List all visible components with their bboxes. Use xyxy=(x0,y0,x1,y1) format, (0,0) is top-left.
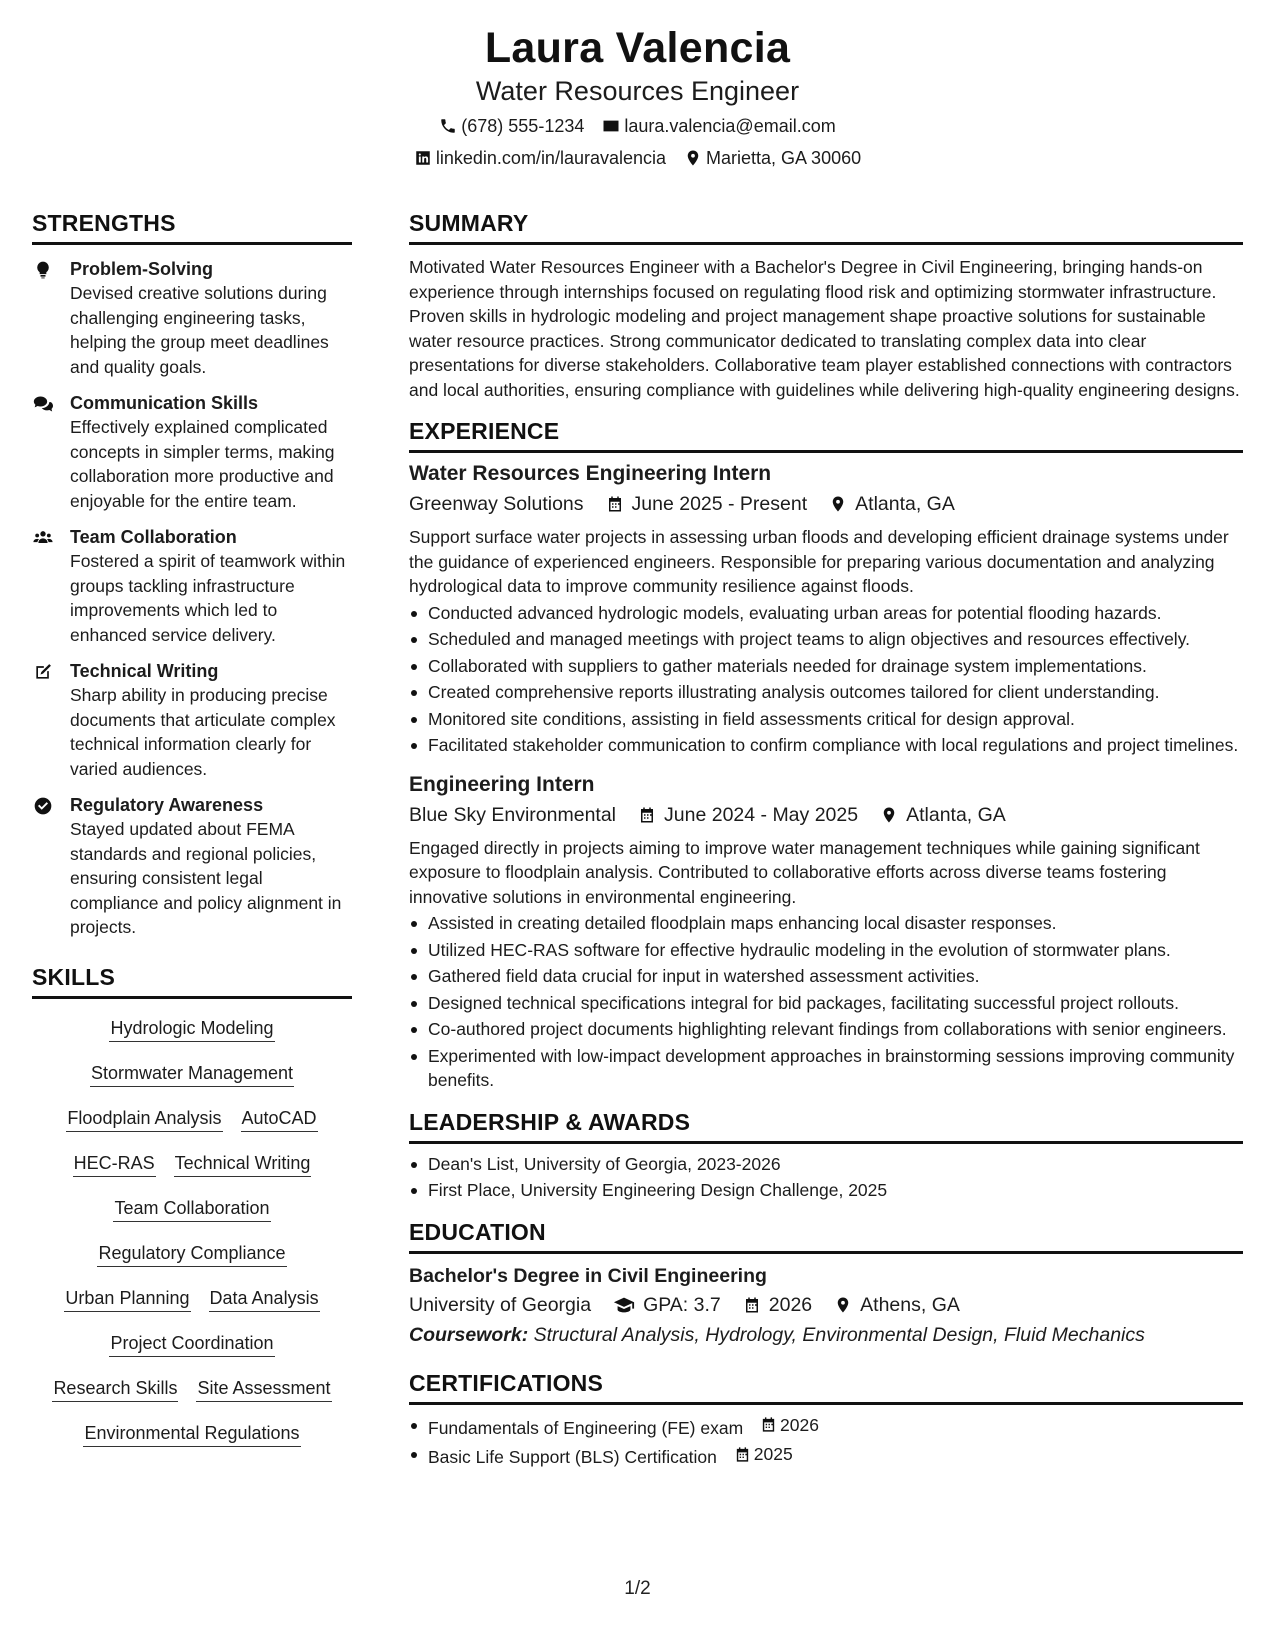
job-entry xyxy=(409,459,1243,758)
envelope-icon xyxy=(602,117,620,135)
certification-name: Basic Life Support (BLS) Certification xyxy=(428,1446,717,1467)
experience-heading: EXPERIENCE xyxy=(409,416,1243,453)
skill-tag: Floodplain Analysis xyxy=(66,1105,222,1132)
job-description: Engaged directly in projects aiming to improve water management techniques while gaining significant exposure to floodplain analysis. Contributed to collaborative efforts across diverse teams fostering innovative solutions in environmental engineering. xyxy=(409,837,1200,907)
certifications-heading: CERTIFICATIONS xyxy=(409,1368,1243,1405)
certification-year: 2026 xyxy=(780,1414,819,1435)
job-meta xyxy=(409,489,1243,519)
list-item: Assisted in creating detailed floodplain maps enhancing local disaster responses. xyxy=(409,911,1243,936)
linkedin-icon xyxy=(414,149,432,167)
phone-icon xyxy=(439,117,457,135)
strength-desc: Effectively explained complicated concepts in simpler terms, making collaboration more productive and enjoyable for the entire team. xyxy=(70,417,335,511)
contact-row-2 xyxy=(0,146,1275,170)
skill-tag: Project Coordination xyxy=(109,1330,274,1357)
list-item: First Place, University Engineering Design Challenge, 2025 xyxy=(409,1178,1243,1203)
skill-tag: Hydrologic Modeling xyxy=(109,1015,274,1042)
job-company: Blue Sky Environmental xyxy=(409,803,617,826)
candidate-name: Laura Valencia xyxy=(484,24,791,72)
job-title: Water Resources Engineering Intern xyxy=(409,462,772,485)
skill-tag: AutoCAD xyxy=(241,1105,318,1132)
left-column xyxy=(32,208,352,1465)
lightbulb-icon xyxy=(33,260,53,280)
education-meta xyxy=(409,1290,1243,1320)
list-item: Utilized HEC-RAS software for effective hydraulic modeling in the evolution of stormwater plans. xyxy=(409,938,1243,963)
school-name: University of Georgia xyxy=(409,1293,592,1316)
linkedin-url[interactable]: linkedin.com/in/lauravalencia xyxy=(435,148,667,168)
strength-desc: Stayed updated about FEMA standards and regional policies, ensuring consistent legal compliance and policy alignment in projects. xyxy=(70,819,342,937)
skill-tag: HEC-RAS xyxy=(73,1150,156,1177)
skill-tag: Data Analysis xyxy=(209,1285,320,1312)
graduation-year: 2026 xyxy=(768,1293,813,1316)
strength-desc: Devised creative solutions during challenging engineering tasks, helping the group meet deadlines and quality goals. xyxy=(70,283,329,377)
skill-tag: Team Collaboration xyxy=(113,1195,270,1222)
map-marker-icon xyxy=(834,1296,852,1314)
certification-year: 2025 xyxy=(753,1443,793,1464)
resume-header xyxy=(0,22,1275,170)
strength-title: Communication Skills xyxy=(70,393,259,413)
summary-heading: SUMMARY xyxy=(409,208,1243,245)
skill-tag: Urban Planning xyxy=(64,1285,190,1312)
skill-tag: Research Skills xyxy=(52,1375,178,1402)
skill-tag: Technical Writing xyxy=(174,1150,312,1177)
job-company: Greenway Solutions xyxy=(409,493,584,515)
edit-icon xyxy=(33,662,53,682)
gpa-text: GPA: 3.7 xyxy=(643,1293,721,1316)
list-item: Collaborated with suppliers to gather materials needed for drainage system implementations. xyxy=(409,654,1243,679)
strength-title: Regulatory Awareness xyxy=(70,795,264,815)
job-dates: June 2024 - May 2025 xyxy=(664,803,859,826)
strength-item xyxy=(32,391,352,513)
skills-heading: SKILLS xyxy=(32,962,352,999)
certification-name: Fundamentals of Engineering (FE) exam xyxy=(428,1417,744,1438)
coursework xyxy=(409,1320,1243,1350)
certifications-list xyxy=(409,1413,1243,1470)
calendar-icon xyxy=(760,1416,777,1433)
strength-item xyxy=(32,793,352,940)
check-circle-icon xyxy=(33,796,53,816)
skill-tag: Environmental Regulations xyxy=(83,1420,300,1447)
comments-icon xyxy=(33,394,53,414)
right-column xyxy=(409,208,1243,1471)
strength-desc: Sharp ability in producing precise documents that articulate complex technical information clearly for varied audiences. xyxy=(70,685,336,779)
list-item: Gathered field data crucial for input in watershed assessment activities. xyxy=(409,964,1243,989)
job-bullets xyxy=(409,911,1243,1093)
strength-title: Problem-Solving xyxy=(70,259,214,279)
school-location: Athens, GA xyxy=(860,1293,960,1316)
job-description: Support surface water projects in assessing urban floods and developing efficient drainage systems under the guidance of experienced engineers. Responsible for preparing various documentation and analyzing hydrological data to improve community resilience against floods. xyxy=(409,527,1229,596)
list-item: Co-authored project documents highlighting relevant findings from collaborations with senior engineers. xyxy=(409,1017,1243,1042)
list-item: Scheduled and managed meetings with project teams to align objectives and resources effectively. xyxy=(409,627,1243,652)
strength-title: Team Collaboration xyxy=(70,527,237,547)
map-marker-icon xyxy=(829,495,847,513)
coursework-list: Structural Analysis, Hydrology, Environmental Design, Fluid Mechanics xyxy=(533,1323,1145,1346)
job-title: Engineering Intern xyxy=(409,772,595,796)
leadership-heading: LEADERSHIP & AWARDS xyxy=(409,1107,1243,1144)
strength-desc: Fostered a spirit of teamwork within groups tackling infrastructure improvements which led to enhanced service delivery. xyxy=(70,551,346,645)
list-item: Designed technical specifications integral for bid packages, facilitating successful project rollouts. xyxy=(409,991,1243,1016)
map-marker-icon xyxy=(880,806,898,824)
skill-tag: Regulatory Compliance xyxy=(97,1240,286,1267)
calendar-icon xyxy=(638,806,656,824)
strength-item xyxy=(32,257,352,379)
job-entry xyxy=(409,770,1243,1093)
calendar-icon xyxy=(734,1446,751,1463)
coursework-label: Coursework: xyxy=(409,1323,529,1346)
skill-tag: Site Assessment xyxy=(196,1375,331,1402)
location-text: Marietta, GA 30060 xyxy=(706,148,862,168)
calendar-icon xyxy=(743,1296,761,1314)
graduation-cap-icon xyxy=(613,1294,635,1316)
users-icon xyxy=(33,528,53,548)
education-heading: EDUCATION xyxy=(409,1217,1243,1254)
list-item: Experimented with low-impact development approaches in brainstorming sessions improving community benefits. xyxy=(409,1044,1243,1093)
job-meta xyxy=(409,800,1243,830)
phone-contact xyxy=(439,114,584,138)
calendar-icon xyxy=(606,495,624,513)
list-item: Created comprehensive reports illustrating analysis outcomes tailored for client understanding. xyxy=(409,680,1243,705)
phone-number[interactable]: (678) 555-1234 xyxy=(461,116,585,136)
candidate-title: Water Resources Engineer xyxy=(475,76,800,106)
list-item xyxy=(409,1442,1243,1469)
contact-row-1 xyxy=(0,114,1275,138)
list-item xyxy=(409,1413,1243,1440)
leadership-list xyxy=(409,1152,1243,1203)
job-dates: June 2025 - Present xyxy=(631,493,808,515)
linkedin-contact xyxy=(414,146,666,170)
map-marker-icon xyxy=(684,149,702,167)
job-bullets xyxy=(409,601,1243,758)
skills-list xyxy=(32,1015,352,1465)
strength-title: Technical Writing xyxy=(70,661,219,681)
skill-tag: Stormwater Management xyxy=(90,1060,294,1087)
job-location: Atlanta, GA xyxy=(855,493,955,515)
page-number: 1/2 xyxy=(624,1578,651,1599)
strength-item xyxy=(32,525,352,647)
degree-title: Bachelor's Degree in Civil Engineering xyxy=(409,1264,767,1287)
strengths-heading: STRENGTHS xyxy=(32,208,352,245)
email-contact xyxy=(602,114,835,138)
job-location: Atlanta, GA xyxy=(906,803,1006,826)
summary-text: Motivated Water Resources Engineer with a Bachelor's Degree in Civil Engineering, bringing hands-on experience through internships focused on regulating flood risk and optimizing stormwater infrastructure. Proven skills in hydrologic modeling and project management shape proactive solutions for sustainable water resource practices. Strong communicator dedicated to translating complex data into clear presentations for diverse stakeholders. Collaborative team player established connections with contractors and local authorities, ensuring compliance with guidelines while delivering high-quality engineering designs. xyxy=(409,257,1240,400)
email-address[interactable]: laura.valencia@email.com xyxy=(624,116,836,136)
list-item: Conducted advanced hydrologic models, evaluating urban areas for potential flooding hazards. xyxy=(409,601,1243,626)
list-item: Monitored site conditions, assisting in field assessments critical for design approval. xyxy=(409,707,1243,732)
list-item: Facilitated stakeholder communication to confirm compliance with local regulations and project timelines. xyxy=(409,733,1243,758)
location-contact xyxy=(684,146,861,170)
list-item: Dean's List, University of Georgia, 2023-2026 xyxy=(409,1152,1243,1177)
strength-item xyxy=(32,659,352,781)
